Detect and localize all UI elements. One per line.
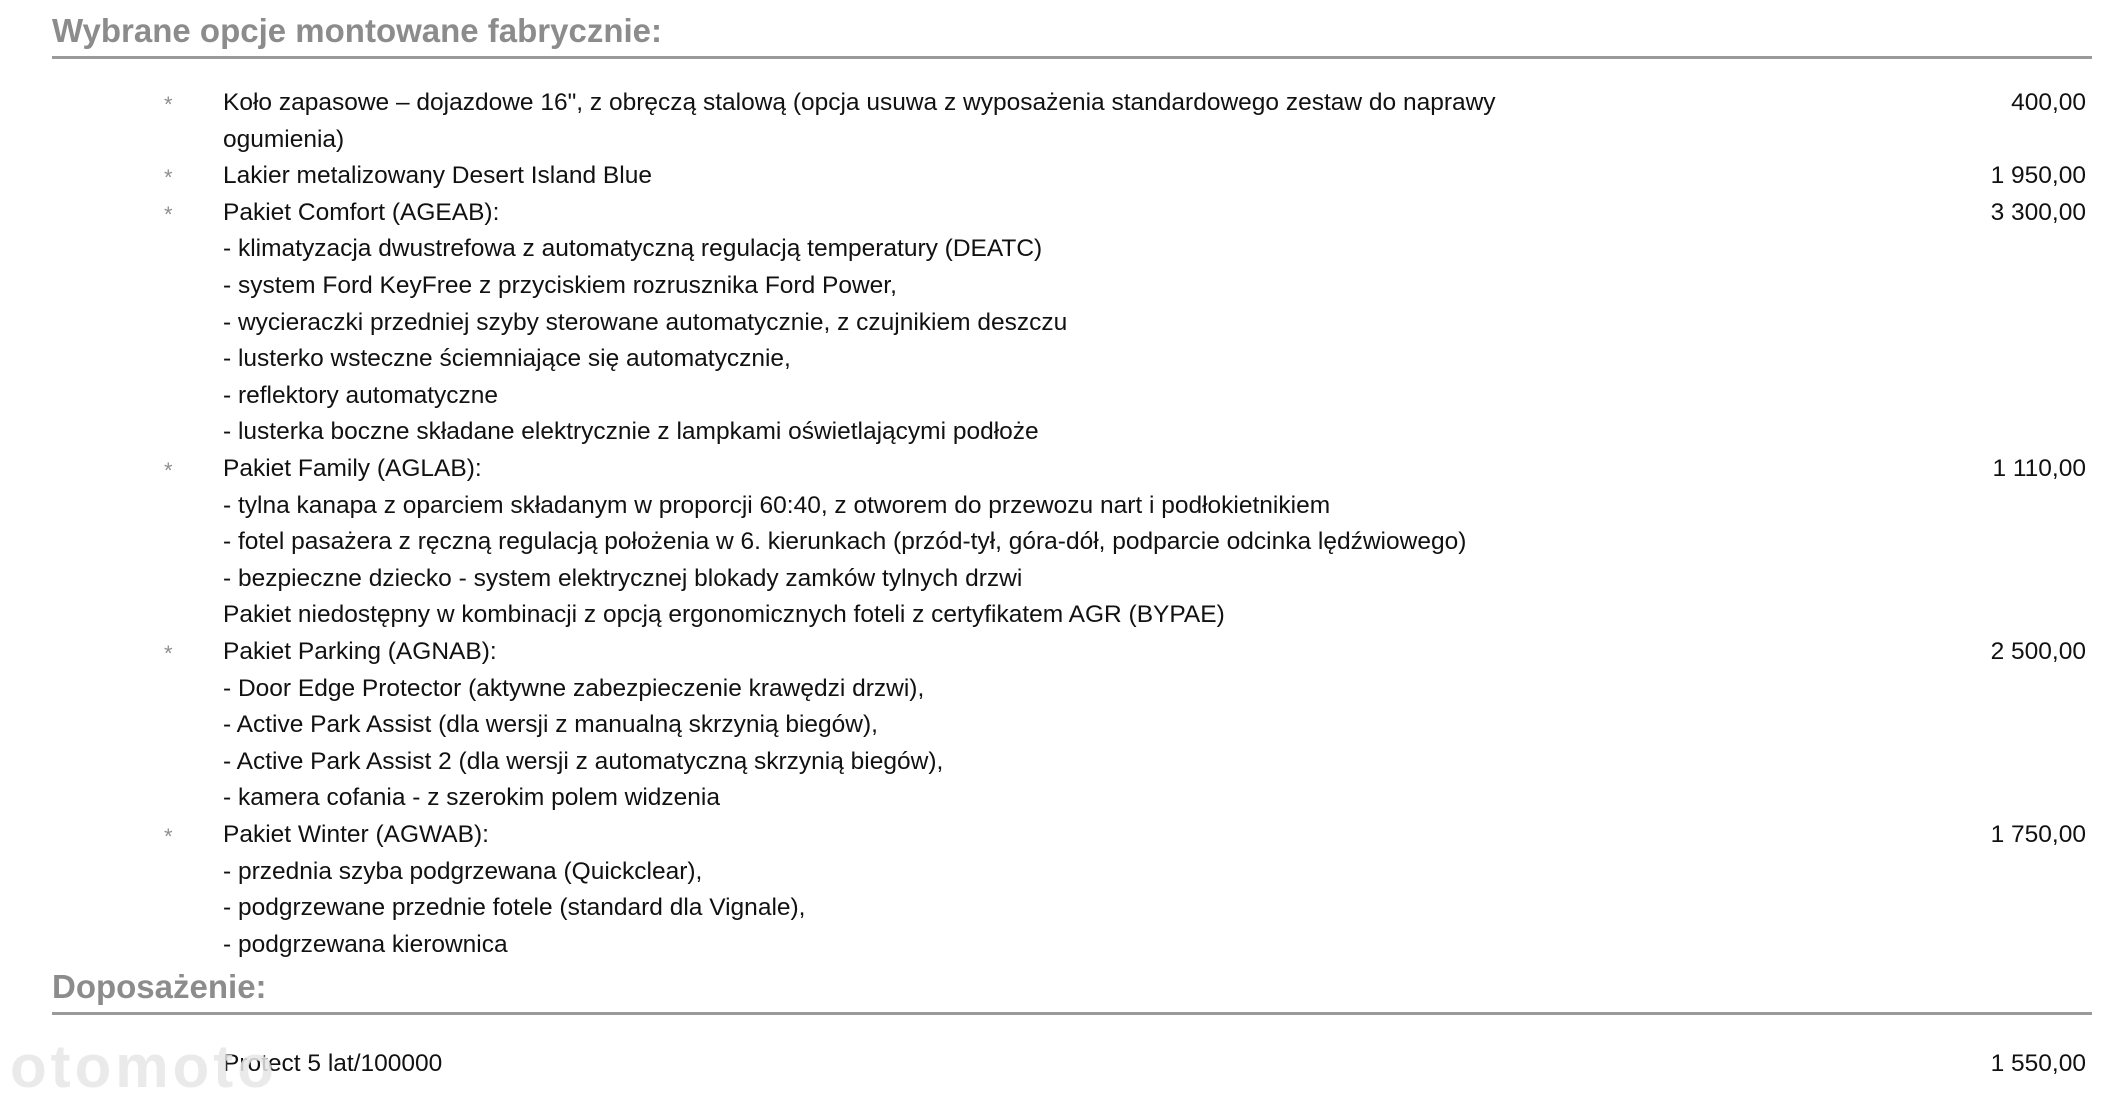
option-label: Pakiet Family (AGLAB): [223, 455, 482, 482]
option-detail [0, 414, 2118, 451]
detail-text: - Door Edge Protector (aktywne zabezpieczenie krawędzi drzwi), [223, 674, 925, 702]
bullet-icon: * [164, 824, 173, 849]
option-detail [0, 231, 2118, 268]
bullet-icon: * [164, 458, 173, 483]
option-detail [0, 305, 2118, 342]
option-detail [0, 524, 2118, 561]
detail-text: - przednia szyba podgrzewana (Quickclear), [223, 857, 703, 885]
detail-text: - podgrzewane przednie fotele (standard dla Vignale), [223, 894, 806, 922]
detail-text: - klimatyzacja dwustrefowa z automatyczną regulacją temperatury (DEATC) [223, 235, 1043, 263]
option-label-continuation [0, 122, 2118, 159]
extras-row [0, 1046, 2118, 1083]
watermark-logo: otomoto [10, 1033, 278, 1100]
option-detail [0, 268, 2118, 305]
detail-text: Pakiet niedostępny w kombinacji z opcją ergonomicznych foteli z certyfikatem AGR (BYPAE) [223, 601, 1225, 629]
detail-text: - Active Park Assist 2 (dla wersji z automatyczną skrzynią biegów), [223, 747, 944, 775]
option-row-spare-wheel [0, 85, 2118, 122]
detail-text: - fotel pasażera z ręczną regulacją położenia w 6. kierunkach (przód-tył, góra-dół, podparcie odcinka lędźwiowego) [223, 528, 1467, 556]
detail-text: - Active Park Assist (dla wersji z manualną skrzynią biegów), [223, 711, 878, 739]
option-detail [0, 744, 2118, 781]
option-price: 400,00 [2011, 89, 2086, 116]
option-price: 1 750,00 [1990, 821, 2086, 848]
detail-text: - podgrzewana kierownica [223, 930, 508, 958]
bullet-icon: * [164, 201, 173, 227]
detail-text: - lusterko wsteczne ściemniające się automatycznie, [223, 345, 791, 373]
detail-text: - bezpieczne dziecko - system elektrycznej blokady zamków tylnych drzwi [223, 564, 1023, 592]
option-price: 3 300,00 [1990, 198, 2086, 226]
detail-text: - system Ford KeyFree z przyciskiem rozrusznika Ford Power, [223, 272, 897, 299]
bullet-icon: * [164, 92, 173, 117]
extras-price: 1 550,00 [1990, 1050, 2086, 1077]
option-detail [0, 561, 2118, 598]
option-detail [0, 597, 2118, 634]
option-price: 1 950,00 [1990, 162, 2086, 190]
bullet-icon: * [164, 641, 173, 666]
option-label: Pakiet Comfort (AGEAB): [223, 198, 500, 226]
factory-options-heading: Wybrane opcje montowane fabrycznie: [52, 12, 2092, 59]
option-label: Pakiet Parking (AGNAB): [223, 638, 497, 665]
option-detail [0, 671, 2118, 708]
option-detail [0, 488, 2118, 525]
option-row-family [0, 451, 2118, 488]
option-detail [0, 341, 2118, 378]
option-row-paint [0, 158, 2118, 195]
option-row-winter [0, 817, 2118, 854]
option-detail [0, 854, 2118, 891]
detail-text: - kamera cofania - z szerokim polem widzenia [223, 784, 720, 812]
extras-heading: Doposażenie: [52, 968, 2092, 1015]
option-detail [0, 378, 2118, 415]
option-row-parking [0, 634, 2118, 671]
option-price: 2 500,00 [1990, 638, 2086, 665]
option-row-comfort [0, 195, 2118, 232]
bullet-icon: * [164, 165, 173, 191]
detail-text: - tylna kanapa z oparciem składanym w proporcji 60:40, z otworem do przewozu nart i podłokietnikiem [223, 491, 1331, 519]
extras-label: Protect 5 lat/100000 [223, 1050, 443, 1077]
option-label: Koło zapasowe – dojazdowe 16", z obręczą stalową (opcja usuwa z wyposażenia standardowego zestaw do naprawy [223, 89, 1496, 116]
detail-text: - lusterka boczne składane elektrycznie z lampkami oświetlającymi podłoże [223, 418, 1039, 446]
option-price: 1 110,00 [1992, 455, 2086, 482]
detail-text: - reflektory automatyczne [223, 381, 499, 409]
option-detail [0, 780, 2118, 817]
option-detail [0, 890, 2118, 927]
option-detail [0, 707, 2118, 744]
option-label-line2: ogumienia) [223, 125, 345, 153]
option-detail [0, 927, 2118, 964]
option-label: Pakiet Winter (AGWAB): [223, 821, 489, 848]
option-label: Lakier metalizowany Desert Island Blue [223, 162, 652, 190]
detail-text: - wycieraczki przedniej szyby sterowane automatycznie, z czujnikiem deszczu [223, 308, 1068, 336]
